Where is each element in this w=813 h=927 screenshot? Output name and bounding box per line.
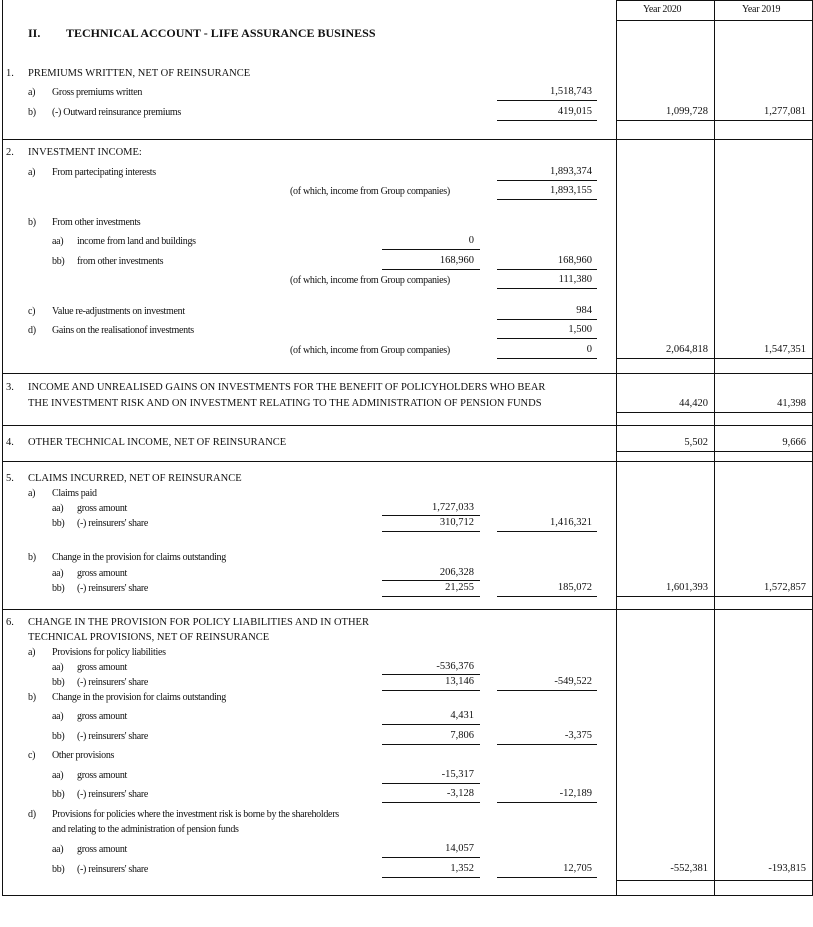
year-2020-header: Year 2020 (643, 4, 682, 15)
s6-d-aa-underline (382, 857, 480, 858)
s5-b-total: 185,072 (557, 582, 592, 593)
s2-aa-label: income from land and buildings (77, 236, 196, 247)
s1-b-letter: b) (28, 107, 36, 118)
s5-total-2020: 1,601,393 (666, 582, 708, 593)
s2-bb-letter: bb) (52, 256, 65, 267)
s2-aa-underline (382, 249, 480, 250)
s6-d-aa-value: 14,057 (445, 843, 474, 854)
s6-d-total-underline (497, 877, 597, 878)
s2-a-value: 1,893,374 (550, 166, 592, 177)
s4-title: OTHER TECHNICAL INCOME, NET OF REINSURANCE (28, 437, 287, 448)
s6-a-bb-letter: bb) (52, 677, 65, 688)
s6-b-aa-value: 4,431 (450, 710, 474, 721)
s5-b-aa-label: gross amount (77, 568, 128, 579)
s5-b-letter: b) (28, 552, 36, 563)
s5-total-2019: 1,572,857 (764, 582, 806, 593)
s6-b-letter: b) (28, 692, 36, 703)
s2-b-group-value: 111,380 (558, 274, 592, 285)
s1-title: PREMIUMS WRITTEN, NET OF REINSURANCE (28, 68, 251, 79)
s2-title: INVESTMENT INCOME: (28, 147, 142, 158)
s3-title-line1: INCOME AND UNREALISED GAINS ON INVESTMENTS FOR THE BENEFIT OF POLICYHOLDERS WHO BEAR (28, 382, 546, 393)
s6-c-total-underline (497, 802, 597, 803)
s3-title-line2: THE INVESTMENT RISK AND ON INVESTMENT RELATING TO THE ADMINISTRATION OF PENSION FUNDS (28, 398, 542, 409)
s5-a-aa-underline (382, 515, 480, 516)
s2-bb-underline (382, 269, 480, 270)
s2-a-group-underline (497, 199, 597, 200)
s6-d-bb-letter: bb) (52, 864, 65, 875)
s6-a-bb-underline (382, 690, 480, 691)
s6-d-total: 12,705 (563, 863, 592, 874)
s2-bb-label: from other investments (77, 256, 164, 267)
s2-a-group-label: (of which, income from Group companies) (290, 186, 450, 197)
section-roman: II. (28, 26, 41, 40)
s2-bb-total: 168,960 (557, 255, 592, 266)
s5-b-aa-letter: aa) (52, 568, 64, 579)
s6-b-bb-underline (382, 744, 480, 745)
s1-b-value: 419,015 (557, 106, 592, 117)
s2-number: 2. (6, 147, 14, 158)
s6-c-aa-underline (382, 783, 480, 784)
s1-b-underline (497, 120, 597, 121)
separator-s4 (2, 425, 813, 426)
s2-c-label: Value re-adjustments on investment (52, 306, 185, 317)
s6-d-label-line1: Provisions for policies where the investment risk is borne by the shareholders (52, 809, 339, 820)
s5-a-total: 1,416,321 (550, 517, 592, 528)
s5-b-bb-letter: bb) (52, 583, 65, 594)
s5-total-2020-underline (616, 596, 714, 597)
s6-b-aa-underline (382, 724, 480, 725)
s6-d-aa-label: gross amount (77, 844, 128, 855)
s6-b-total: -3,375 (564, 730, 592, 741)
s6-a-total-underline (497, 690, 597, 691)
s2-bb-value: 168,960 (439, 255, 474, 266)
s2-a-underline (497, 180, 597, 181)
s6-a-bb-label: (-) reinsurers' share (77, 677, 149, 688)
s2-c-letter: c) (28, 306, 36, 317)
s1-total-2020-underline (616, 120, 714, 121)
s5-number: 5. (6, 473, 14, 484)
s4-total-2020-underline (616, 451, 714, 452)
year-2019-header: Year 2019 (742, 4, 781, 15)
s6-d-letter: d) (28, 809, 36, 820)
s2-bb-total-underline (497, 269, 597, 270)
s1-a-value: 1,518,743 (550, 86, 592, 97)
s5-title: CLAIMS INCURRED, NET OF REINSURANCE (28, 473, 242, 484)
s5-a-bb-value: 310,712 (439, 517, 474, 528)
s6-title-line1: CHANGE IN THE PROVISION FOR POLICY LIABILITIES AND IN OTHER (28, 617, 369, 628)
s2-c-value: 984 (576, 305, 592, 316)
s6-title-line2: TECHNICAL PROVISIONS, NET OF REINSURANCE (28, 632, 270, 643)
s2-a-group-value: 1,893,155 (550, 185, 592, 196)
s2-a-label: From partecipating interests (52, 167, 156, 178)
s2-b-label: From other investments (52, 217, 141, 228)
s2-b-group-label: (of which, income from Group companies) (290, 275, 450, 286)
s6-b-aa-label: gross amount (77, 711, 128, 722)
s2-d-group-value: 0 (586, 344, 592, 355)
s6-number: 6. (6, 617, 14, 628)
s6-a-label: Provisions for policy liabilities (52, 647, 166, 658)
s2-aa-letter: aa) (52, 236, 64, 247)
s6-total-2019: -193,815 (768, 863, 806, 874)
s4-total-2020: 5,502 (684, 437, 708, 448)
s6-b-label: Change in the provision for claims outstanding (52, 692, 226, 703)
s6-c-aa-letter: aa) (52, 770, 64, 781)
s5-b-aa-underline (382, 580, 480, 581)
s6-d-bb-underline (382, 877, 480, 878)
s4-total-2019-underline (714, 451, 812, 452)
s6-total-2020: -552,381 (670, 863, 708, 874)
s6-c-bb-underline (382, 802, 480, 803)
s6-b-bb-label: (-) reinsurers' share (77, 731, 149, 742)
s5-b-aa-value: 206,328 (439, 567, 474, 578)
s6-a-aa-letter: aa) (52, 662, 64, 673)
s5-a-total-underline (497, 531, 597, 532)
s6-b-total-underline (497, 744, 597, 745)
s2-d-letter: d) (28, 325, 36, 336)
separator-s3 (2, 373, 813, 374)
s2-aa-value: 0 (468, 235, 474, 246)
s4-number: 4. (6, 437, 14, 448)
s3-total-2020: 44,420 (679, 398, 708, 409)
separator-s2 (2, 139, 813, 140)
s5-b-bb-label: (-) reinsurers' share (77, 583, 149, 594)
s2-total-2019: 1,547,351 (764, 344, 806, 355)
s5-b-bb-value: 21,255 (445, 582, 474, 593)
s2-d-label: Gains on the realisationof investments (52, 325, 194, 336)
s6-c-bb-label: (-) reinsurers' share (77, 789, 149, 800)
s6-c-bb-letter: bb) (52, 789, 65, 800)
separator-s6 (2, 609, 813, 610)
s2-d-group-label: (of which, income from Group companies) (290, 345, 450, 356)
s1-a-underline (497, 100, 597, 101)
s6-a-aa-label: gross amount (77, 662, 128, 673)
s6-a-aa-value: -536,376 (436, 661, 474, 672)
s1-a-letter: a) (28, 87, 36, 98)
s2-a-letter: a) (28, 167, 36, 178)
s5-a-aa-letter: aa) (52, 503, 64, 514)
s2-total-2019-underline (714, 358, 812, 359)
s5-b-total-underline (497, 596, 597, 597)
s1-a-label: Gross premiums written (52, 87, 143, 98)
frame-bottom-line (2, 895, 813, 896)
frame-left-line (2, 0, 3, 896)
s1-b-label: (-) Outward reinsurance premiums (52, 107, 181, 118)
s4-total-2019: 9,666 (782, 437, 806, 448)
s5-a-bb-letter: bb) (52, 518, 65, 529)
separator-end (616, 880, 813, 881)
s3-number: 3. (6, 382, 14, 393)
s3-total-2020-underline (616, 412, 714, 413)
s2-total-2020-underline (616, 358, 714, 359)
s1-total-2019: 1,277,081 (764, 106, 806, 117)
s6-a-total: -549,522 (554, 676, 592, 687)
s5-a-bb-underline (382, 531, 480, 532)
s1-total-2020: 1,099,728 (666, 106, 708, 117)
s5-a-label: Claims paid (52, 488, 97, 499)
s6-c-label: Other provisions (52, 750, 115, 761)
s3-total-2019-underline (714, 412, 812, 413)
s6-a-bb-value: 13,146 (445, 676, 474, 687)
s6-d-aa-letter: aa) (52, 844, 64, 855)
s6-c-letter: c) (28, 750, 36, 761)
s5-a-aa-label: gross amount (77, 503, 128, 514)
s6-a-letter: a) (28, 647, 36, 658)
s5-a-bb-label: (-) reinsurers' share (77, 518, 149, 529)
s2-b-group-underline (497, 288, 597, 289)
s6-c-aa-label: gross amount (77, 770, 128, 781)
section-title: TECHNICAL ACCOUNT - LIFE ASSURANCE BUSINESS (66, 26, 376, 40)
s6-b-bb-value: 7,806 (450, 730, 474, 741)
s3-total-2019: 41,398 (777, 398, 806, 409)
s5-a-letter: a) (28, 488, 36, 499)
s2-total-2020: 2,064,818 (666, 344, 708, 355)
separator-s5 (2, 461, 813, 462)
s6-c-total: -12,189 (559, 788, 592, 799)
s5-total-2019-underline (714, 596, 812, 597)
s6-d-bb-label: (-) reinsurers' share (77, 864, 149, 875)
s2-d-group-underline (497, 358, 597, 359)
s6-b-bb-letter: bb) (52, 731, 65, 742)
s6-c-bb-value: -3,128 (446, 788, 474, 799)
s2-b-letter: b) (28, 217, 36, 228)
s1-total-2019-underline (714, 120, 812, 121)
s6-b-aa-letter: aa) (52, 711, 64, 722)
s5-b-bb-underline (382, 596, 480, 597)
s5-a-aa-value: 1,727,033 (432, 502, 474, 513)
s2-d-value: 1,500 (568, 324, 592, 335)
s2-c-underline (497, 319, 597, 320)
s6-d-label-line2: and relating to the administration of pension funds (52, 824, 239, 835)
s5-b-label: Change in the provision for claims outstanding (52, 552, 226, 563)
s2-d-underline (497, 338, 597, 339)
s6-d-bb-value: 1,352 (450, 863, 474, 874)
s1-number: 1. (6, 68, 14, 79)
s6-a-aa-underline (382, 674, 480, 675)
s6-c-aa-value: -15,317 (441, 769, 474, 780)
